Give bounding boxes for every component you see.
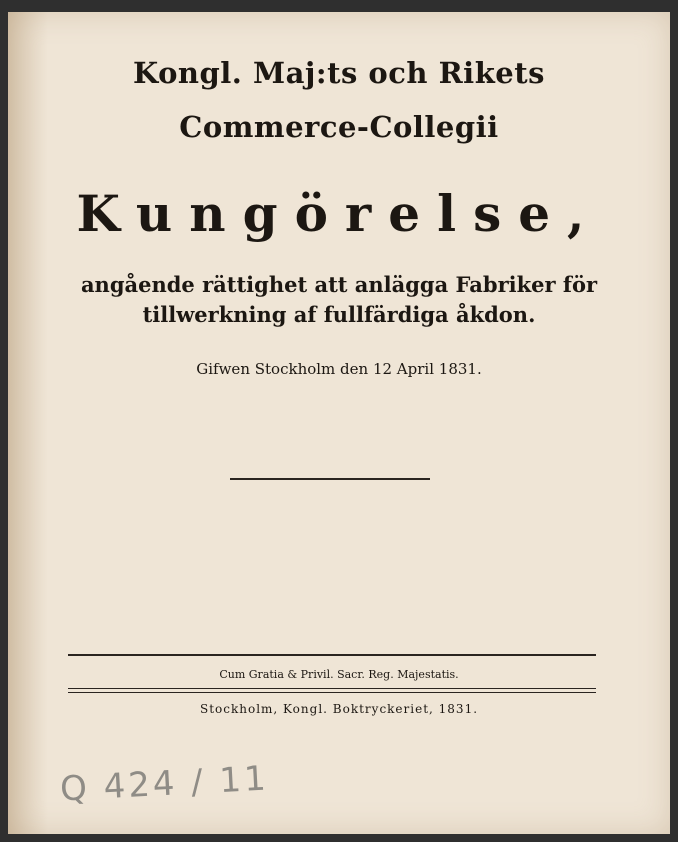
divider-top: [68, 654, 596, 656]
subtitle-line-1: angående rättighet att anlägga Fabriker för: [80, 272, 598, 297]
imprint-line: Stockholm, Kongl. Boktryckeriet, 1831.: [199, 702, 479, 716]
document-page: [8, 12, 670, 834]
header-line-1: Kongl. Maj:ts och Rikets: [133, 56, 545, 90]
date-line: Gifwen Stockholm den 12 April 1831.: [196, 360, 482, 378]
header-line-2: Commerce-Collegii: [179, 110, 499, 144]
privilege-line: Cum Gratia & Privil. Sacr. Reg. Majestatis.: [219, 668, 459, 681]
pencil-annotation: Q 424 / 11: [59, 758, 270, 810]
divider-double-upper: [68, 688, 596, 689]
divider-short: [230, 478, 430, 480]
divider-double-lower: [68, 692, 596, 693]
subtitle-line-2: tillwerkning af fullfärdiga åkdon.: [142, 302, 536, 327]
document-title: Kungörelse,: [76, 184, 602, 243]
